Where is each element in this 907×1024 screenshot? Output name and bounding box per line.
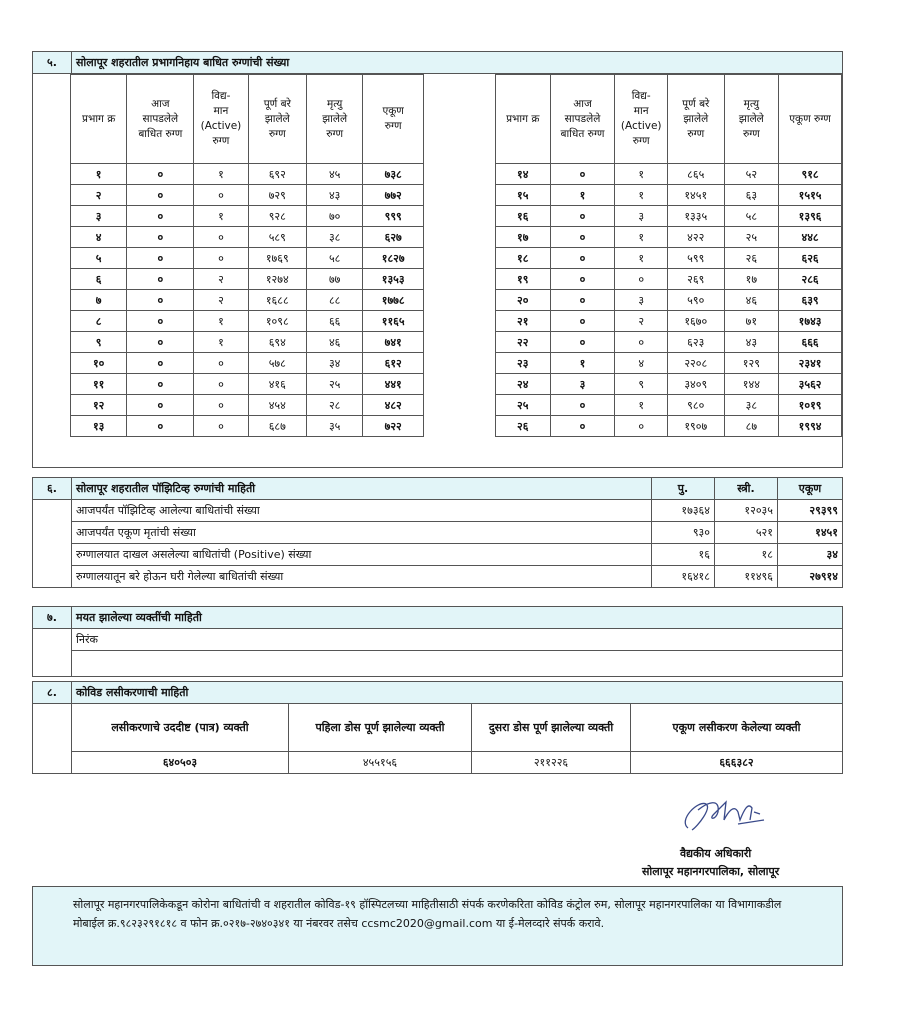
total-cases: ४८२ (363, 395, 424, 416)
today-cases: ० (127, 248, 194, 269)
today-cases: ० (127, 185, 194, 206)
recovered-cases: ३४०९ (667, 374, 724, 395)
vacc-header-total: एकूण लसीकरण केलेल्या व्यक्ती (631, 704, 843, 752)
total-cases: ९१८ (779, 164, 842, 185)
ward-row (71, 395, 424, 416)
ward-row (496, 164, 842, 185)
ward-number: १५ (496, 185, 551, 206)
today-cases: ० (550, 290, 615, 311)
ward-number: ६ (71, 269, 127, 290)
vacc-header-dose1: पहिला डोस पूर्ण झालेल्या व्यक्ती (289, 704, 472, 752)
active-cases: ९ (615, 374, 668, 395)
ward-number: २ (71, 185, 127, 206)
positive-row-female: १२०३५ (715, 500, 778, 522)
recovered-cases: ४१६ (248, 374, 306, 395)
signature-office: सोलापूर महानगरपालिका, सोलापूर (642, 865, 780, 878)
header-today: आज सापडलेले बाधित रुग्ण (127, 75, 194, 164)
today-cases: ० (127, 206, 194, 227)
ward-row (71, 164, 424, 185)
total-cases: ४४८ (779, 227, 842, 248)
death-cases: ४६ (307, 332, 363, 353)
header-recovered: पूर्ण बरे झालेले रुग्ण (667, 75, 724, 164)
total-cases: १७४३ (779, 311, 842, 332)
positive-row-label: आजपर्यंत एकूण मृतांची संख्या (72, 522, 652, 544)
ward-number: १३ (71, 416, 127, 437)
recovered-cases: २२०८ (667, 353, 724, 374)
active-cases: ३ (615, 206, 668, 227)
recovered-cases: ६८७ (248, 416, 306, 437)
section-number: ७. (33, 607, 72, 629)
recovered-cases: १४५१ (667, 185, 724, 206)
header-recovered: पूर्ण बरे झालेले रुग्ण (248, 75, 306, 164)
total-cases: ७२२ (363, 416, 424, 437)
today-cases: ० (550, 248, 615, 269)
recovered-cases: ५८९ (248, 227, 306, 248)
positive-row-label: आजपर्यंत पॉझिटिव्ह आलेल्या बाधितांची संख्या (72, 500, 652, 522)
today-cases: ० (550, 227, 615, 248)
total-cases: २३४१ (779, 353, 842, 374)
ward-row (71, 416, 424, 437)
recovered-cases: ७२९ (248, 185, 306, 206)
active-cases: ० (194, 248, 248, 269)
positive-row-total: १४५१ (778, 522, 843, 544)
death-cases: ८८ (307, 290, 363, 311)
header-deaths: मृत्यु झालेले रुग्ण (724, 75, 779, 164)
section-title: कोविड लसीकरणाची माहिती (72, 682, 843, 704)
ward-number: ३ (71, 206, 127, 227)
ward-row (71, 185, 424, 206)
ward-row (496, 416, 842, 437)
total-cases: १५१५ (779, 185, 842, 206)
today-cases: ० (550, 206, 615, 227)
ward-row (71, 206, 424, 227)
positive-row-male: १६ (652, 544, 715, 566)
positive-row-male: १६४१८ (652, 566, 715, 588)
ward-table-left (70, 74, 424, 437)
active-cases: १ (615, 227, 668, 248)
recovered-cases: २६९ (667, 269, 724, 290)
ward-row (496, 332, 842, 353)
total-cases: ७३८ (363, 164, 424, 185)
ward-row (496, 185, 842, 206)
today-cases: ० (127, 332, 194, 353)
active-cases: १ (615, 185, 668, 206)
total-cases: १३९६ (779, 206, 842, 227)
today-cases: १ (550, 185, 615, 206)
ward-number: ७ (71, 290, 127, 311)
today-cases: ० (127, 374, 194, 395)
vacc-value-dose1: ४५५१५६ (289, 752, 472, 774)
death-cases: ३८ (724, 395, 779, 416)
death-cases: ४५ (307, 164, 363, 185)
section-title: सोलापूर शहरातील प्रभागनिहाय बाधित रुग्णांची संख्या (72, 52, 843, 74)
death-cases: ३४ (307, 353, 363, 374)
vacc-header-dose2: दुसरा डोस पूर्ण झालेल्या व्यक्ती (472, 704, 631, 752)
recovered-cases: ५७८ (248, 353, 306, 374)
ward-row (496, 248, 842, 269)
recovered-cases: ४२२ (667, 227, 724, 248)
positive-row (33, 500, 843, 522)
total-cases: ६२६ (779, 248, 842, 269)
signature-image (668, 790, 778, 840)
signature-designation: वैद्यकीय अधिकारी (680, 847, 752, 860)
death-cases: ५२ (724, 164, 779, 185)
recovered-cases: १७६९ (248, 248, 306, 269)
active-cases: ० (615, 332, 668, 353)
ward-number: १४ (496, 164, 551, 185)
active-cases: १ (615, 395, 668, 416)
active-cases: १ (615, 248, 668, 269)
ward-row (71, 227, 424, 248)
death-cases: १२९ (724, 353, 779, 374)
death-cases: ४३ (724, 332, 779, 353)
today-cases: ० (127, 353, 194, 374)
positive-row-label: रुग्णालयातून बरे होऊन घरी गेलेल्या बाधितांची संख्या (72, 566, 652, 588)
positive-row-total: २९३९९ (778, 500, 843, 522)
ward-row (496, 353, 842, 374)
total-cases: १३५३ (363, 269, 424, 290)
recovered-cases: १९०७ (667, 416, 724, 437)
death-cases: २६ (724, 248, 779, 269)
active-cases: १ (194, 206, 248, 227)
active-cases: ० (194, 353, 248, 374)
active-cases: ४ (615, 353, 668, 374)
header-active: विद्य- मान (Active) रुग्ण (194, 75, 248, 164)
death-cases: ५८ (724, 206, 779, 227)
header-deaths: मृत्यु झालेले रुग्ण (307, 75, 363, 164)
today-cases: ० (127, 395, 194, 416)
deceased-value: निरंक (72, 629, 843, 651)
ward-number: २१ (496, 311, 551, 332)
recovered-cases: १२७४ (248, 269, 306, 290)
header-active: विद्य- मान (Active) रुग्ण (615, 75, 668, 164)
death-cases: ६३ (724, 185, 779, 206)
ward-number: ५ (71, 248, 127, 269)
col-total: एकूण (778, 478, 843, 500)
recovered-cases: १६८८ (248, 290, 306, 311)
recovered-cases: ६९४ (248, 332, 306, 353)
section-number: ६. (33, 478, 72, 500)
ward-number: २४ (496, 374, 551, 395)
today-cases: ० (127, 290, 194, 311)
ward-number: ४ (71, 227, 127, 248)
total-cases: ६१२ (363, 353, 424, 374)
recovered-cases: १६७० (667, 311, 724, 332)
today-cases: ० (127, 227, 194, 248)
vacc-value-dose2: २११२२६ (472, 752, 631, 774)
header-ward: प्रभाग क्र (496, 75, 551, 164)
today-cases: ० (127, 269, 194, 290)
active-cases: २ (194, 290, 248, 311)
ward-number: २० (496, 290, 551, 311)
vacc-header-target: लसीकरणाचे उददीष्ट (पात्र) व्यक्ती (72, 704, 289, 752)
section-ward-cases (32, 51, 843, 468)
total-cases: ६३९ (779, 290, 842, 311)
positive-row-label: रुग्णालयात दाखल असलेल्या बाधितांची (Positive) संख्या (72, 544, 652, 566)
total-cases: १०१९ (779, 395, 842, 416)
death-cases: १७ (724, 269, 779, 290)
header-total: एकूण रुग्ण (363, 75, 424, 164)
section-number: ५. (33, 52, 72, 74)
death-cases: ७० (307, 206, 363, 227)
active-cases: २ (194, 269, 248, 290)
vacc-value-total: ६६६३८२ (631, 752, 843, 774)
ward-number: १७ (496, 227, 551, 248)
active-cases: ० (194, 395, 248, 416)
ward-row (71, 248, 424, 269)
ward-number: १९ (496, 269, 551, 290)
death-cases: ३८ (307, 227, 363, 248)
ward-row (71, 353, 424, 374)
recovered-cases: ५९९ (667, 248, 724, 269)
recovered-cases: ५९० (667, 290, 724, 311)
ward-number: २३ (496, 353, 551, 374)
section-vaccination-info (32, 681, 843, 774)
death-cases: ७७ (307, 269, 363, 290)
ward-number: १० (71, 353, 127, 374)
section-number: ८. (33, 682, 72, 704)
today-cases: ० (550, 311, 615, 332)
active-cases: ० (615, 269, 668, 290)
positive-row-female: ५२१ (715, 522, 778, 544)
ward-row (71, 290, 424, 311)
total-cases: ६६६ (779, 332, 842, 353)
positive-row-male: १७३६४ (652, 500, 715, 522)
section-title: सोलापूर शहरातील पॉझिटिव्ह रुग्णांची माहिती (72, 478, 652, 500)
death-cases: ७१ (724, 311, 779, 332)
active-cases: ० (194, 416, 248, 437)
ward-number: १८ (496, 248, 551, 269)
section5-header (32, 51, 843, 74)
active-cases: ० (194, 185, 248, 206)
death-cases: ८७ (724, 416, 779, 437)
today-cases: ० (550, 332, 615, 353)
recovered-cases: ६२३ (667, 332, 724, 353)
total-cases: १८२७ (363, 248, 424, 269)
today-cases: ३ (550, 374, 615, 395)
today-cases: ० (550, 269, 615, 290)
recovered-cases: ६९२ (248, 164, 306, 185)
active-cases: १ (194, 164, 248, 185)
total-cases: १७७८ (363, 290, 424, 311)
section-title: मयत झालेल्या व्यक्तींची माहिती (72, 607, 843, 629)
ward-tables-area (32, 74, 843, 468)
death-cases: २५ (307, 374, 363, 395)
ward-row (496, 290, 842, 311)
recovered-cases: ४५४ (248, 395, 306, 416)
ward-row (496, 395, 842, 416)
ward-table-right (495, 74, 842, 437)
ward-row (496, 269, 842, 290)
total-cases: ७७२ (363, 185, 424, 206)
section-positive-info (32, 477, 843, 588)
ward-row (496, 227, 842, 248)
total-cases: ४४१ (363, 374, 424, 395)
positive-row-male: ९३० (652, 522, 715, 544)
footer-text: सोलापूर महानगरपालिकेकडून कोरोना बाधितांची व शहरातील कोविड-१९ हॉस्पिटलच्या माहितीसाठी संपर्क करणेकरिता कोविड कंट्रोल रुम, सोलापूर महानगरपालिका या विभागाकडील मोबाईल क्र.९८२३२९१८१८ व फोन क्र.०२१७-२७४०३४१ या नंबरवर तसेच ccsmc2020@gmail.com या ई-मेलव्दारे संपर्क करावे. (73, 898, 782, 930)
positive-row (33, 566, 843, 588)
positive-row-female: १८ (715, 544, 778, 566)
recovered-cases: १३३५ (667, 206, 724, 227)
active-cases: १ (615, 164, 668, 185)
total-cases: ६२७ (363, 227, 424, 248)
total-cases: ३५६२ (779, 374, 842, 395)
active-cases: ० (194, 227, 248, 248)
active-cases: ३ (615, 290, 668, 311)
death-cases: ६६ (307, 311, 363, 332)
death-cases: १४४ (724, 374, 779, 395)
ward-row (496, 374, 842, 395)
ward-number: ८ (71, 311, 127, 332)
total-cases: ७४१ (363, 332, 424, 353)
positive-row (33, 522, 843, 544)
ward-number: २२ (496, 332, 551, 353)
active-cases: २ (615, 311, 668, 332)
death-cases: ३५ (307, 416, 363, 437)
active-cases: १ (194, 332, 248, 353)
recovered-cases: ९२८ (248, 206, 306, 227)
header-total: एकूण रुग्ण (779, 75, 842, 164)
positive-row-female: ११४९६ (715, 566, 778, 588)
header-ward: प्रभाग क्र (71, 75, 127, 164)
death-cases: ४६ (724, 290, 779, 311)
ward-row (71, 269, 424, 290)
death-cases: ४३ (307, 185, 363, 206)
death-cases: २८ (307, 395, 363, 416)
today-cases: ० (127, 311, 194, 332)
today-cases: ० (550, 395, 615, 416)
ward-row (71, 332, 424, 353)
death-cases: २५ (724, 227, 779, 248)
col-male: पु. (652, 478, 715, 500)
ward-row (71, 311, 424, 332)
col-female: स्त्री. (715, 478, 778, 500)
ward-number: १६ (496, 206, 551, 227)
recovered-cases: ९८० (667, 395, 724, 416)
ward-number: २५ (496, 395, 551, 416)
active-cases: ० (194, 374, 248, 395)
today-cases: १ (550, 353, 615, 374)
ward-number: ११ (71, 374, 127, 395)
vacc-value-target: ६४०५०३ (72, 752, 289, 774)
total-cases: ११६५ (363, 311, 424, 332)
today-cases: ० (550, 416, 615, 437)
positive-row-total: २७९१४ (778, 566, 843, 588)
death-cases: ५८ (307, 248, 363, 269)
header-today: आज सापडलेले बाधित रुग्ण (550, 75, 615, 164)
today-cases: ० (550, 164, 615, 185)
total-cases: २८६ (779, 269, 842, 290)
ward-number: ९ (71, 332, 127, 353)
recovered-cases: १०९८ (248, 311, 306, 332)
ward-row (496, 311, 842, 332)
total-cases: १९९४ (779, 416, 842, 437)
positive-row-total: ३४ (778, 544, 843, 566)
ward-number: १२ (71, 395, 127, 416)
ward-number: २६ (496, 416, 551, 437)
ward-number: १ (71, 164, 127, 185)
active-cases: १ (194, 311, 248, 332)
ward-row (496, 206, 842, 227)
ward-row (71, 374, 424, 395)
total-cases: ९९९ (363, 206, 424, 227)
contact-footer (32, 886, 843, 966)
today-cases: ० (127, 416, 194, 437)
positive-row (33, 544, 843, 566)
today-cases: ० (127, 164, 194, 185)
active-cases: ० (615, 416, 668, 437)
recovered-cases: ८६५ (667, 164, 724, 185)
section-deceased-info (32, 606, 843, 677)
